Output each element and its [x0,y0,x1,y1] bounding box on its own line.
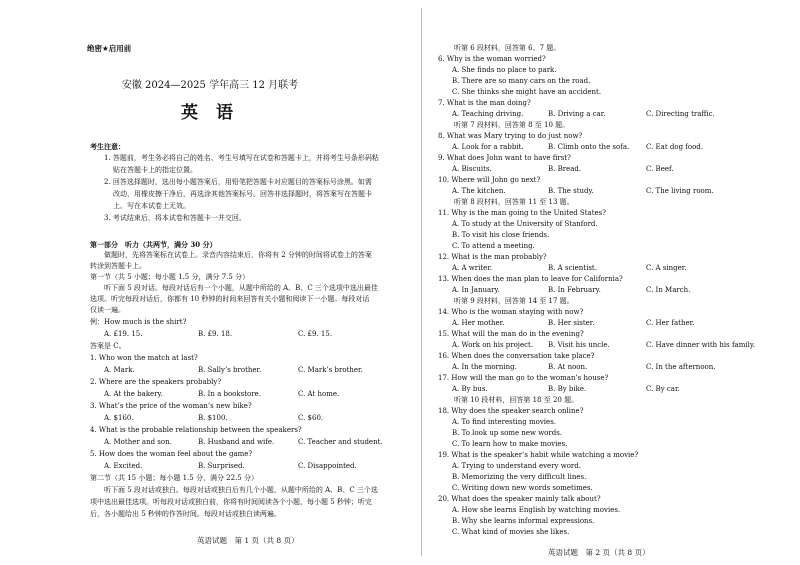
option-b: B. Visit his uncle. [548,341,610,349]
option-c: C. To attend a meeting. [452,242,535,250]
example-answer: 答案是 C。 [90,342,126,350]
option-a: A. Trying to understand every word. [452,462,581,470]
part1-intro: 转涂到答题卡上。 [90,262,146,270]
part1-intro: 做题时，先将答案标在试卷上。录音内容结束后，你将有 2 分钟的时间将试卷上的答案 [104,251,372,259]
question-stem: 3. What’s the price of the woman’s new bike? [90,402,252,410]
question-stem: 14. Who is the woman staying with now? [438,308,584,316]
option-c: C. By car. [646,385,680,393]
page-footer: 英语试题 第 1 页（共 8 页） [197,536,299,545]
option-a: A. Look for a rabbit. [452,143,524,151]
question-stem: 16. When does the conversation take place? [438,352,595,360]
option-b: B. There are so many cars on the road. [452,77,591,85]
question-stem: 6. Why is the woman worried? [438,55,546,63]
option-b: B. Memorizing the very difficult lines. [452,473,587,481]
note-line: 贴在答题卡上的指定位置。 [113,166,197,174]
option-a: A. Mother and son. [104,438,172,446]
section1-intro: 仅读一遍。 [90,306,125,314]
option-b: B. In a bookstore. [198,390,261,398]
option-a: A. By bus. [452,385,488,393]
option-a: A. To study at the University of Stanford. [452,220,598,228]
page-divider [421,8,422,556]
option-a: A. Work on his project. [452,341,534,349]
section2-title: 第二节（共 15 小题；每小题 1.5 分，满分 22.5 分） [90,474,258,482]
material-header: 听第 6 段材料，回答第 6、7 题。 [454,44,561,52]
option-a: A. The kitchen. [452,187,506,195]
option-c: C. In March. [646,286,691,294]
note-line: 1. 答题前，考生务必将自己的姓名、考生号填写在试卷和答题卡上，并将考生号条形码粘 [104,154,379,162]
option-a: A. She finds no place to park. [452,66,557,74]
page-footer: 英语试题 第 2 页（共 8 页） [548,548,650,557]
material-header: 听第 8 段材料，回答第 11 至 13 题。 [454,198,574,206]
section1-title: 第一节（共 5 小题；每小题 1.5 分，满分 7.5 分） [90,273,250,281]
question-stem: 19. What is the speaker’s habit while watching a movie? [438,451,639,459]
option-a: A. How she learns English by watching movies. [452,506,621,514]
question-stem: 17. How will the man go to the woman’s house? [438,374,609,382]
option-c: C. To learn how to make movies. [452,440,568,448]
section1-intro: 听下面 5 段对话。每段对话后有一个小题，从题中所给的 A、B、C 三个选项中选出最佳 [104,284,378,292]
option-b: B. To visit his close friends. [452,231,550,239]
option-b: B. Bread. [548,165,582,173]
note-line: 2. 回答选择题时，选出每小题答案后，用铅笔把答题卡对应题目的答案标号涂黑。如需 [104,178,372,186]
option-c: C. Directing traffic. [646,110,715,118]
option-c: C. In the afternoon. [646,363,716,371]
option-c: C. At home. [298,390,340,398]
option-b: B. Climb onto the sofa. [548,143,630,151]
example-option-b: B. £9. 18. [198,330,233,338]
section2-intro: 听下面 5 段对话或独白。每段对话或独白后有几个小题，从题中所给的 A、B、C 三个选 [104,486,378,494]
subject-title: 英 语 [181,103,239,123]
question-stem: 18. Why does the speaker search online? [438,407,584,415]
option-b: B. A scientist. [548,264,597,272]
option-c: C. Her father. [646,319,695,327]
example-option-c: C. £9. 15. [298,330,333,338]
option-a: A. A writer. [452,264,493,272]
section2-intro: 后，各小题给出 5 秒钟的作答时间。每段对话或独白读两遍。 [90,510,281,518]
option-a: A. Excited. [104,462,143,470]
option-c: C. A singer. [646,264,687,272]
option-b: B. To look up some new words. [452,429,563,437]
option-b: B. Her sister. [548,319,595,327]
option-c: C. Disappointed. [298,462,357,470]
example-option-a: A. £19. 15. [104,330,143,338]
question-stem: 2. Where are the speakers probably? [90,378,222,386]
material-header: 听第 9 段材料，回答第 14 至 17 题。 [454,297,574,305]
option-a: A. To find interesting movies. [452,418,557,426]
option-b: B. Surprised. [198,462,245,470]
question-stem: 7. What is the man doing? [438,99,531,107]
option-c: C. The living room. [646,187,714,195]
question-stem: 11. Why is the man going to the United States? [438,209,607,217]
option-b: B. Why she learns informal expressions. [452,517,595,525]
question-stem: 12. What is the man probably? [438,253,547,261]
option-a: A. $160. [104,414,134,422]
example-question: 例：How much is the shirt? [90,318,187,326]
option-a: A. At the bakery. [104,390,163,398]
note-line: 上。写在本试卷上无效。 [113,202,190,210]
option-b: B. Sally’s brother. [198,366,262,374]
option-c: C. She thinks she might have an accident. [452,88,602,96]
option-a: A. In the morning. [452,363,517,371]
option-c: C. Writing down new words sometimes. [452,484,593,492]
option-c: C. Have dinner with his family. [646,341,756,349]
question-stem: 9. What does John want to have first? [438,154,571,162]
part1-title: 第一部分 听力（共两节，满分 30 分） [90,240,217,249]
exam-title: 安徽 2024—2025 学年高三 12 月联考 [121,80,299,91]
secret-label: 绝密★启用前 [87,44,132,53]
notes-title: 考生注意： [90,142,125,151]
question-stem: 13. When does the man plan to leave for California? [438,275,623,283]
question-stem: 10. Where will John go next? [438,176,541,184]
option-a: A. Teaching driving. [452,110,524,118]
option-b: B. By bike. [548,385,587,393]
option-a: A. Her mother. [452,319,505,327]
section1-intro: 选项。听完每段对话后，你都有 10 秒钟的时间来回答有关小题和阅读下一小题。每段对话 [90,295,370,303]
material-header: 听第 10 段材料，回答第 18 至 20 题。 [454,396,579,404]
question-stem: 15. What will the man do in the evening? [438,330,584,338]
option-c: C. Teacher and student. [298,438,383,446]
option-a: A. Mark. [104,366,135,374]
option-a: A. Biscuits. [452,165,492,173]
option-b: B. Husband and wife. [198,438,275,446]
option-b: B. At noon. [548,363,588,371]
option-a: A. In January. [452,286,500,294]
option-c: C. Beef. [646,165,674,173]
section2-intro: 项中选出最佳选项。听每段对话或独白前，你将有时间阅读各个小题，每小题 5 秒钟；听完 [90,498,372,506]
material-header: 听第 7 段材料，回答第 8 至 10 题。 [454,121,570,129]
option-c: C. Eat dog food. [646,143,704,151]
option-c: C. $60. [298,414,324,422]
option-b: B. The study. [548,187,594,195]
question-stem: 1. Who won the match at last? [90,354,198,362]
option-c: C. What kind of movies she likes. [452,528,570,536]
option-b: B. Driving a car. [548,110,606,118]
note-line: 3. 考试结束后，将本试卷和答题卡一并交回。 [104,214,246,222]
question-stem: 8. What was Mary trying to do just now? [438,132,583,140]
question-stem: 5. How does the woman feel about the game? [90,450,253,458]
option-b: B. In February. [548,286,601,294]
note-line: 改动，用橡皮擦干净后，再选涂其他答案标号。回答非选择题时，将答案写在答题卡 [113,190,372,198]
option-c: C. Mark’s brother. [298,366,363,374]
question-stem: 4. What is the probable relationship between the speakers? [90,426,302,434]
question-stem: 20. What does the speaker mainly talk about? [438,495,601,503]
option-b: B. $100. [198,414,228,422]
